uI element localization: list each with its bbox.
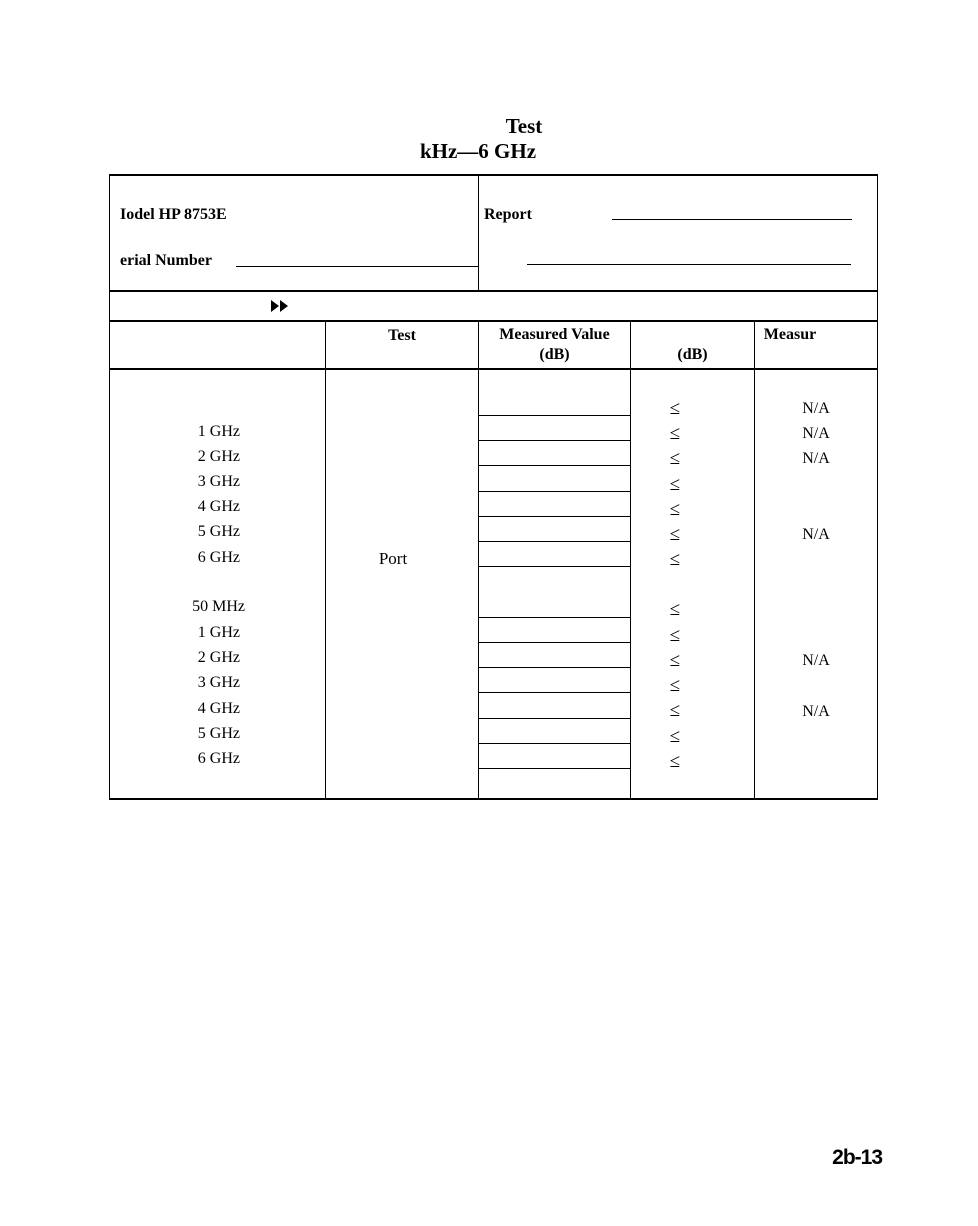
less-equal-symbol: ≤ [669, 448, 681, 469]
less-equal-symbol: ≤ [669, 650, 681, 671]
freq-label: 6 GHz [197, 750, 240, 767]
less-equal-symbol: ≤ [669, 751, 681, 772]
info-bottom-border [109, 290, 878, 292]
table-top-border [109, 174, 878, 176]
less-equal-symbol: ≤ [669, 423, 681, 444]
measured-value-field[interactable] [479, 692, 630, 693]
uncertainty-na: N/A [802, 526, 830, 543]
header-top-border [109, 320, 878, 322]
freq-label: 50 MHz [192, 598, 245, 615]
measured-value-field[interactable] [479, 617, 630, 618]
freq-label: 3 GHz [197, 674, 240, 691]
measured-value-field[interactable] [479, 718, 630, 719]
uncertainty-na: N/A [802, 425, 830, 442]
freq-label: 1 GHz [197, 423, 240, 440]
header-measured-value: Measured Value [499, 326, 610, 343]
measured-value-field[interactable] [479, 415, 630, 416]
less-equal-symbol: ≤ [669, 726, 681, 747]
measured-value-field[interactable] [479, 667, 630, 668]
measured-value-field[interactable] [479, 566, 630, 567]
col-divider-3 [630, 321, 631, 799]
title-line-1: Test [505, 114, 543, 138]
uncertainty-na: N/A [802, 400, 830, 417]
table-bottom-border [109, 798, 878, 800]
uncertainty-na: N/A [802, 703, 830, 720]
section-marker-icon [271, 299, 289, 317]
measured-value-field[interactable] [479, 768, 630, 769]
less-equal-symbol: ≤ [669, 549, 681, 570]
title-line-2: kHz—6 GHz [419, 139, 537, 163]
less-equal-symbol: ≤ [669, 599, 681, 620]
measured-value-field[interactable] [479, 465, 630, 466]
col-divider-4 [754, 321, 755, 799]
uncertainty-na: N/A [802, 450, 830, 467]
header-test: Test [388, 327, 416, 344]
table-left-border [109, 175, 110, 800]
col-divider-2 [478, 321, 479, 799]
measured-value-field[interactable] [479, 491, 630, 492]
freq-label: 5 GHz [197, 523, 240, 540]
freq-label: 4 GHz [197, 700, 240, 717]
measured-value-field[interactable] [479, 743, 630, 744]
info-divider [478, 175, 479, 291]
measured-value-field[interactable] [479, 541, 630, 542]
header-uncertainty: Measur [763, 326, 817, 343]
freq-label: 1 GHz [197, 624, 240, 641]
header-bottom-border [109, 368, 878, 370]
page-number: 2b-13 [832, 1146, 882, 1169]
measured-value-field[interactable] [479, 516, 630, 517]
table-right-border [877, 175, 878, 800]
freq-label: 2 GHz [197, 649, 240, 666]
model-label: Iodel HP 8753E [120, 206, 227, 223]
measured-value-field[interactable] [479, 642, 630, 643]
date-field[interactable] [527, 264, 851, 265]
freq-label: 4 GHz [197, 498, 240, 515]
less-equal-symbol: ≤ [669, 700, 681, 721]
report-field[interactable] [612, 219, 852, 220]
port-label: Port [378, 549, 408, 568]
less-equal-symbol: ≤ [669, 398, 681, 419]
header-spec-unit: (dB) [677, 346, 708, 363]
less-equal-symbol: ≤ [669, 524, 681, 545]
serial-field[interactable] [236, 266, 478, 267]
report-label: Report [484, 206, 532, 223]
less-equal-symbol: ≤ [669, 474, 681, 495]
less-equal-symbol: ≤ [669, 625, 681, 646]
less-equal-symbol: ≤ [669, 675, 681, 696]
serial-label: erial Number [120, 252, 212, 269]
freq-label: 5 GHz [197, 725, 240, 742]
freq-label: 2 GHz [197, 448, 240, 465]
freq-label: 6 GHz [197, 549, 240, 566]
less-equal-symbol: ≤ [669, 499, 681, 520]
header-measured-unit: (dB) [539, 346, 570, 363]
measured-value-field[interactable] [479, 440, 630, 441]
freq-label: 3 GHz [197, 473, 240, 490]
uncertainty-na: N/A [802, 652, 830, 669]
